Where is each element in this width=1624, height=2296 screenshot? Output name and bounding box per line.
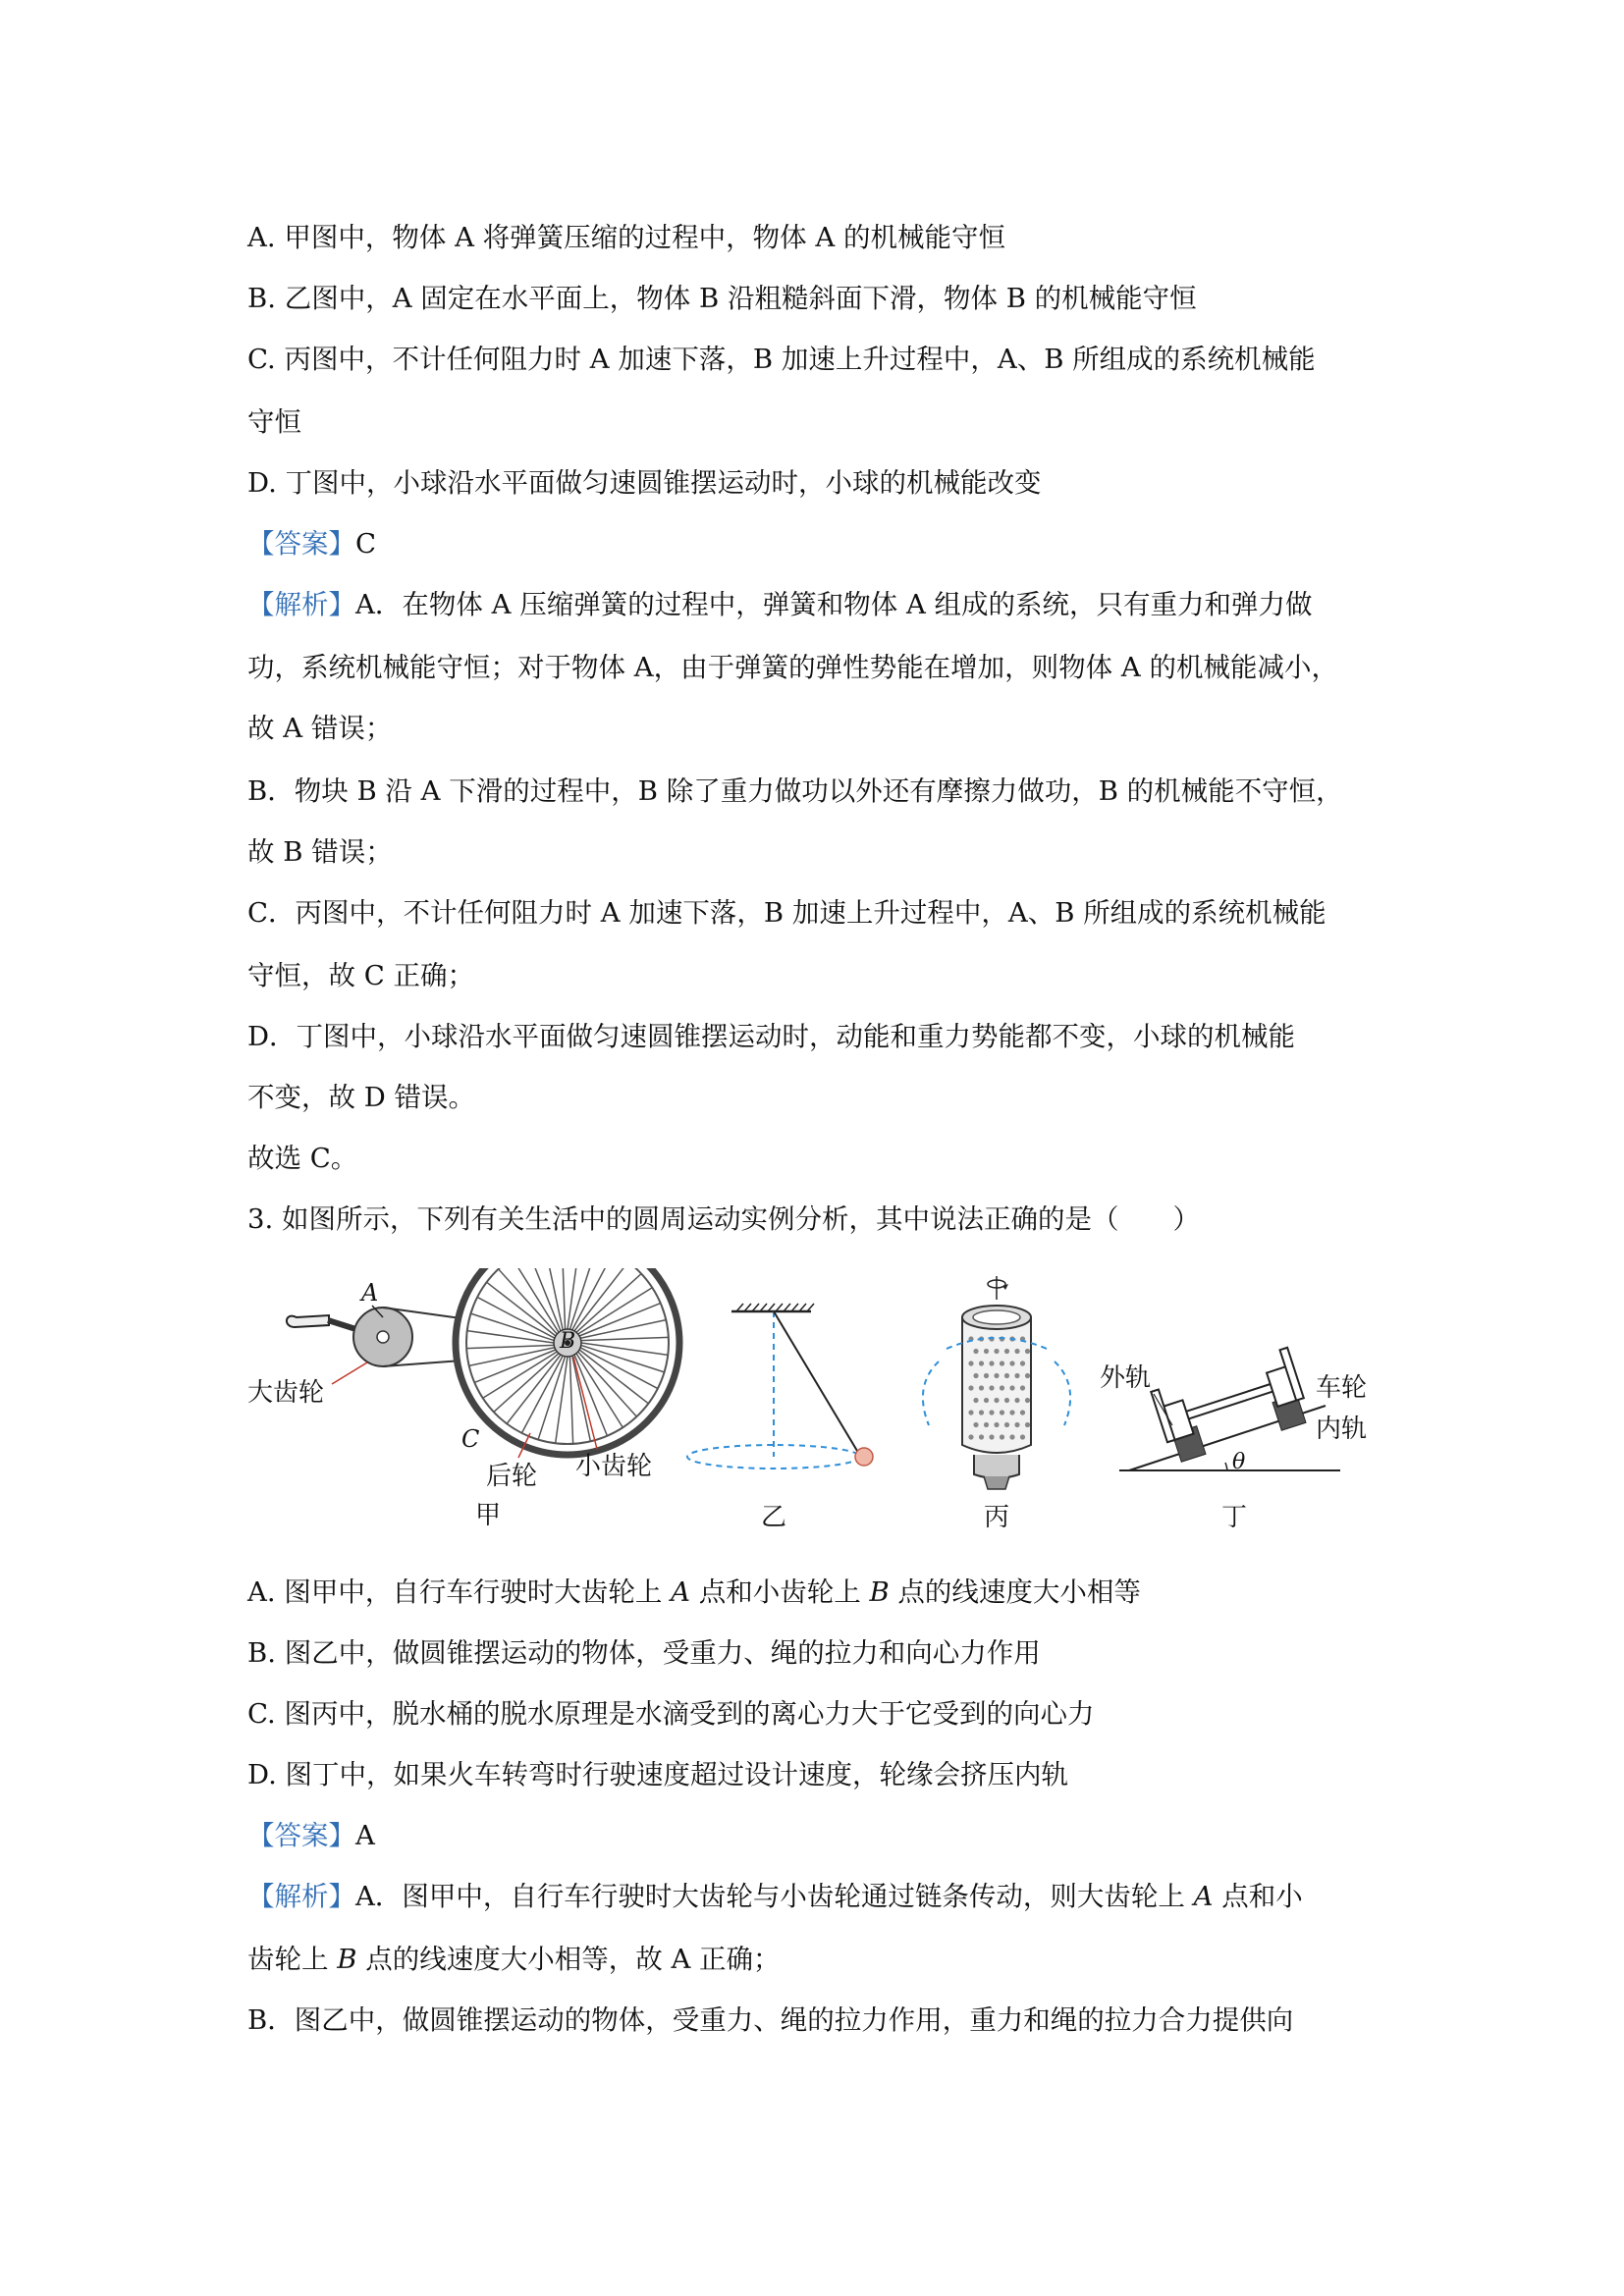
q3-analysis-line: B．图乙中，做圆锥摆运动的物体，受重力、绳的拉力作用，重力和绳的拉力合力提供向	[247, 2004, 1294, 2036]
analysis-tag: 【解析】	[247, 1881, 355, 1912]
q2-option-c: C. 丙图中，不计任何阻力时 A 加速下落，B 加速上升过程中，A、B 所组成的系统机械能	[247, 344, 1316, 375]
text-segment: A．图甲中，自行车行驶时大齿轮与小齿轮通过链条传动，则大齿轮上	[355, 1881, 1194, 1912]
q2-option-a: A. 甲图中，物体 A 将弹簧压缩的过程中，物体 A 的机械能守恒	[247, 222, 1006, 253]
analysis-text: A．在物体 A 压缩弹簧的过程中，弹簧和物体 A 组成的系统，只有重力和弹力做	[355, 589, 1313, 620]
theta-label: θ	[1232, 1450, 1246, 1474]
q3-analysis-line	[247, 1877, 1303, 1916]
q3-option-c: C. 图丙中，脱水桶的脱水原理是水滴受到的离心力大于它受到的向心力	[247, 1698, 1095, 1730]
q2-analysis-line: 故 A 错误；	[247, 713, 393, 744]
point-var: A	[1193, 1881, 1214, 1912]
answer-value: A	[355, 1820, 375, 1851]
analysis-tag: 【解析】	[247, 589, 355, 620]
text-segment: 点的线速度大小相等	[889, 1576, 1141, 1608]
q2-analysis-line: 不变，故 D 错误。	[247, 1082, 476, 1113]
q2-answer	[247, 524, 376, 563]
banked-track-diagram	[1100, 1348, 1367, 1532]
q2-analysis-line: C．丙图中，不计任何阻力时 A 加速下落，B 加速上升过程中，A、B 所组成的系统机械能	[247, 897, 1326, 929]
point-var: A	[671, 1576, 690, 1608]
q2-option-b: B. 乙图中，A 固定在水平面上，物体 B 沿粗糙斜面下滑，物体 B 的机械能守恒	[247, 283, 1197, 314]
wheel-label: 车轮	[1316, 1373, 1368, 1403]
q2-analysis-line: D．丁图中，小球沿水平面做匀速圆锥摆运动时，动能和重力势能都不变，小球的机械能	[247, 1021, 1296, 1052]
text-segment: 点和小齿轮上	[689, 1576, 870, 1608]
big-gear-label: 大齿轮	[247, 1378, 325, 1408]
q3-stem: 3. 如图所示，下列有关生活中的圆周运动实例分析，其中说法正确的是（ ）	[247, 1203, 1200, 1235]
q3-analysis-line	[247, 1940, 781, 1979]
text-segment: A. 图甲中，自行车行驶时大齿轮上	[247, 1576, 672, 1608]
text-segment: 点和小	[1213, 1881, 1303, 1912]
caption-jia: 甲	[475, 1501, 502, 1530]
caption-ding: 丁	[1221, 1503, 1248, 1532]
inner-rail-label: 内轨	[1316, 1415, 1368, 1444]
q3-option-b: B. 图乙中，做圆锥摆运动的物体，受重力、绳的拉力和向心力作用	[247, 1637, 1041, 1669]
outer-rail-label: 外轨	[1100, 1363, 1152, 1393]
point-c-label: C	[461, 1425, 480, 1453]
q2-analysis-line: B．物块 B 沿 A 下滑的过程中，B 除了重力做功以外还有摩擦力做功，B 的机械能不守恒，	[247, 775, 1343, 807]
text-segment: 点的线速度大小相等，故 A 正确；	[356, 1944, 781, 1975]
rear-wheel-label: 后轮	[486, 1462, 538, 1491]
q2-option-d: D. 丁图中，小球沿水平面做匀速圆锥摆运动时，小球的机械能改变	[247, 467, 1042, 499]
q2-analysis-line: 故选 C。	[247, 1143, 358, 1174]
q3-figure	[236, 1268, 1394, 1548]
point-var: B	[869, 1576, 890, 1608]
q2-option-c-cont: 守恒	[247, 406, 301, 438]
q3-option-a	[247, 1573, 1141, 1612]
text-segment: 齿轮上	[247, 1944, 338, 1975]
answer-value: C	[355, 528, 377, 560]
point-var: B	[337, 1944, 357, 1975]
q2-analysis-line: 故 B 错误；	[247, 836, 393, 868]
q3-answer	[247, 1816, 375, 1855]
answer-tag: 【答案】	[247, 528, 355, 560]
q2-analysis-line: 守恒，故 C 正确；	[247, 960, 475, 991]
answer-tag: 【答案】	[247, 1820, 355, 1851]
caption-bing: 丙	[984, 1503, 1010, 1532]
q3-option-d: D. 图丁中，如果火车转弯时行驶速度超过设计速度，轮缘会挤压内轨	[247, 1759, 1069, 1790]
spin-dryer-diagram	[923, 1276, 1070, 1532]
bicycle-diagram	[247, 1268, 679, 1530]
point-b-label: B	[560, 1329, 576, 1354]
conical-pendulum-diagram	[687, 1304, 873, 1532]
caption-yi: 乙	[761, 1503, 787, 1532]
q2-analysis-line: 功，系统机械能守恒；对于物体 A，由于弹簧的弹性势能在增加，则物体 A 的机械能减小，	[247, 652, 1338, 683]
point-a-label: A	[361, 1279, 379, 1307]
q2-analysis-line	[247, 585, 1313, 624]
small-gear-label: 小齿轮	[575, 1452, 653, 1481]
